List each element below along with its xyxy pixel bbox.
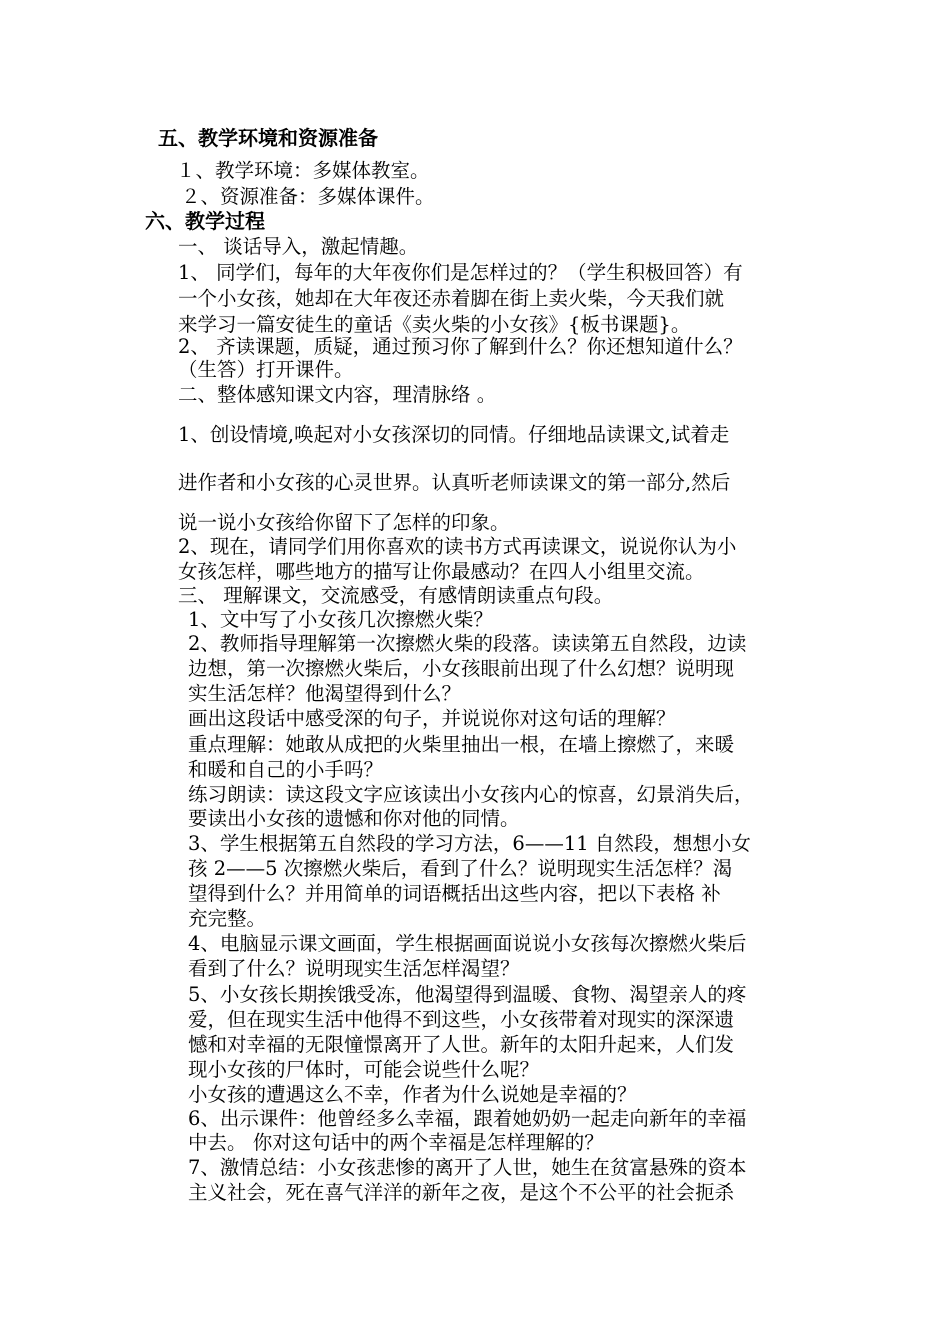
body-line: 3、学生根据第五自然段的学习方法，6——11 自然段，想想小女 [188, 832, 751, 855]
body-line: 现小女孩的尸体时，可能会说些什么呢？ [188, 1058, 540, 1081]
body-line: 1、创设情境,唤起对小女孩深切的同情。仔细地品读课文,试着走 [178, 423, 730, 446]
body-line: 孩 2——5 次擦燃火柴后，看到了什么？说明现实生活怎样？渴 [188, 857, 733, 880]
body-line: 重点理解：她敢从成把的火柴里抽出一根，在墙上擦燃了，来暖 [188, 733, 735, 756]
body-line: 2、教师指导理解第一次擦燃火柴的段落。读读第五自然段，边读 [188, 632, 747, 655]
body-line: 练习朗读：读这段文字应该读出小女孩内心的惊喜，幻景消失后， [188, 783, 754, 806]
body-line: 说一说小女孩给你留下了怎样的印象。 [178, 511, 510, 534]
body-line: 充完整。 [188, 907, 267, 930]
step-heading: 一、 谈话导入，激起情趣。 [178, 235, 419, 258]
body-line: 5、小女孩长期挨饿受冻，他渴望得到温暖、食物、渴望亲人的疼 [188, 983, 747, 1006]
resource-item: ２、资源准备：多媒体课件。 [181, 185, 435, 208]
step-heading: 三、 理解课文，交流感受，有感情朗读重点句段。 [178, 584, 614, 607]
body-line: 小女孩的遭遇这么不幸，作者为什么说她是幸福的？ [188, 1083, 637, 1106]
body-line: 爱，但在现实生活中他得不到这些，小女孩带着对现实的深深遗 [188, 1008, 735, 1031]
body-line: 一个小女孩，她却在大年夜还赤着脚在街上卖火柴，今天我们就 [178, 287, 725, 310]
body-line: 看到了什么？说明现实生活怎样渴望？ [188, 957, 520, 980]
body-line: 边想，第一次擦燃火柴后，小女孩眼前出现了什么幻想？说明现 [188, 657, 735, 680]
body-line: 要读出小女孩的遗憾和你对他的同情。 [188, 807, 520, 830]
body-line: 2、现在，请同学们用你喜欢的读书方式再读课文，说说你认为小 [178, 535, 737, 558]
body-line: 来学习一篇安徒生的童话《卖火柴的小女孩》{板书课题}。 [178, 313, 691, 336]
body-line: 1、 同学们，每年的大年夜你们是怎样过的？（学生积极回答）有 [178, 261, 743, 284]
body-line: 望得到什么？并用简单的词语概括出这些内容，把以下表格 补 [188, 882, 721, 905]
body-line: 2、 齐读课题，质疑，通过预习你了解到什么？你还想知道什么？ [178, 335, 743, 358]
body-line: 6、出示课件：他曾经多么幸福，跟着她奶奶一起走向新年的幸福 [188, 1107, 747, 1130]
body-line: 7、激情总结：小女孩悲惨的离开了人世，她生在贫富悬殊的资本 [188, 1156, 747, 1179]
body-line: 实生活怎样？他渴望得到什么？ [188, 682, 462, 705]
body-line: 4、电脑显示课文画面，学生根据画面说说小女孩每次擦燃火柴后 [188, 932, 747, 955]
body-line: 和暖和自己的小手吗？ [188, 758, 384, 781]
section-6-heading: 六、教学过程 [145, 209, 265, 233]
body-line: 进作者和小女孩的心灵世界。认真听老师读课文的第一部分,然后 [178, 471, 731, 494]
body-line: 憾和对幸福的无限憧憬离开了人世。新年的太阳升起来，人们发 [188, 1033, 735, 1056]
body-line: 中去。 你对这句话中的两个幸福是怎样理解的？ [188, 1131, 604, 1154]
body-line: 1、文中写了小女孩几次擦燃火柴？ [188, 608, 493, 631]
resource-item: １、教学环境：多媒体教室。 [176, 159, 430, 182]
step-heading: 二、整体感知课文内容，理清脉络 。 [178, 383, 497, 406]
body-line: 女孩怎样，哪些地方的描写让你最感动？在四人小组里交流。 [178, 560, 705, 583]
body-line: 画出这段话中感受深的句子，并说说你对这句话的理解？ [188, 707, 676, 730]
body-line: （生答）打开课件。 [178, 358, 354, 381]
body-line: 主义社会，死在喜气洋洋的新年之夜，是这个不公平的社会扼杀 [188, 1181, 735, 1204]
section-5-heading: 五、教学环境和资源准备 [158, 126, 378, 150]
